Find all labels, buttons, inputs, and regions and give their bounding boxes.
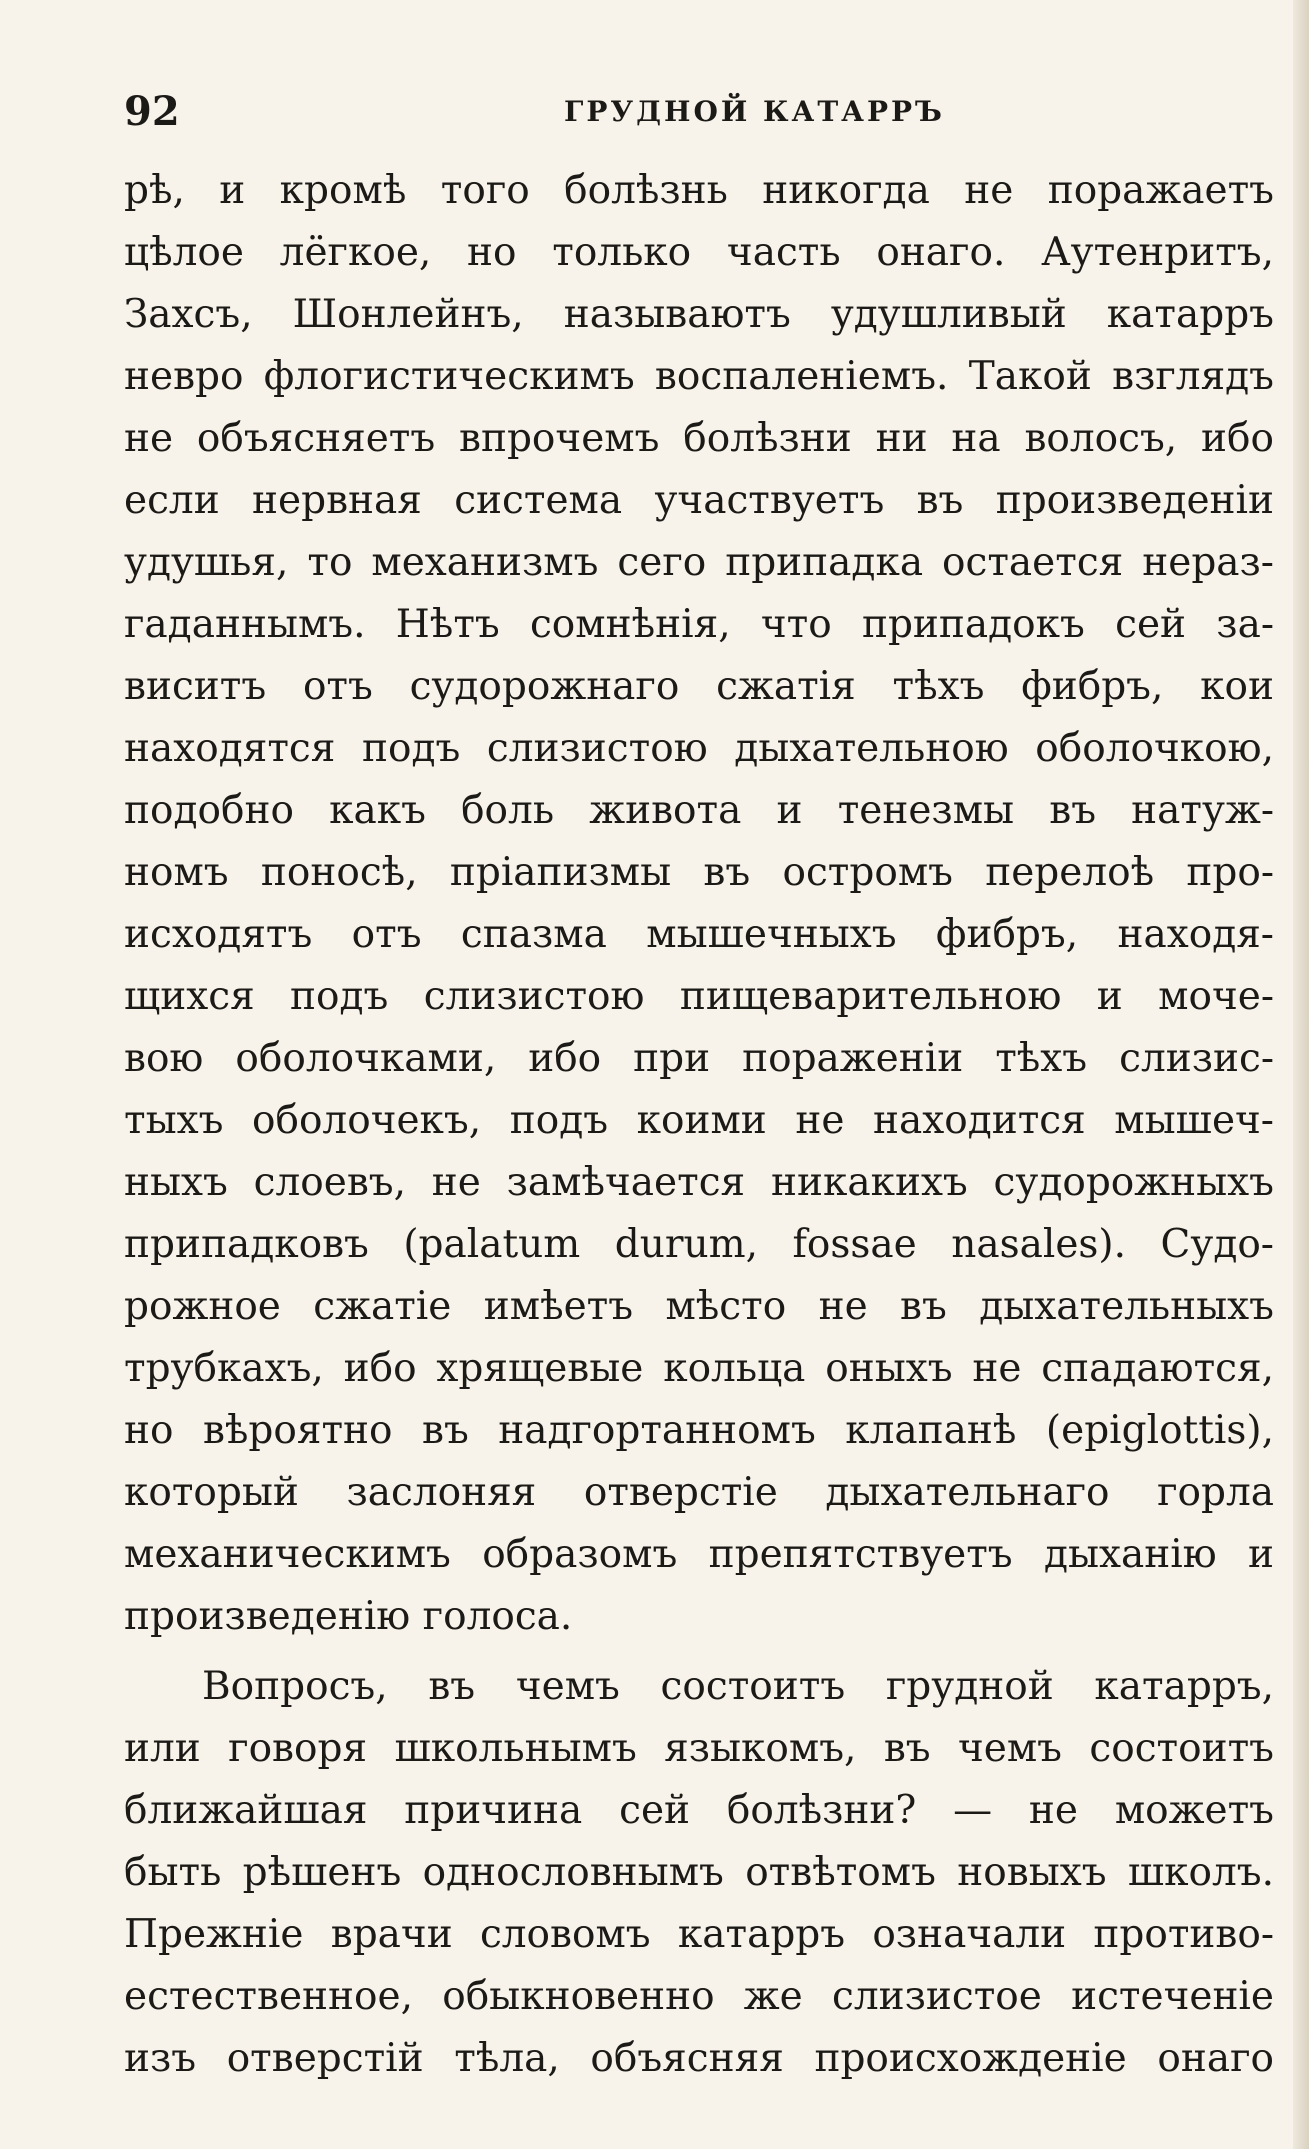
text-line: естественное, обыкновенно же слизистое истеченіе — [124, 1974, 1274, 2019]
text-line: который заслоняя отверстіе дыхательнаго горла — [124, 1470, 1274, 1515]
text-line: произведенію голоса. — [124, 1594, 573, 1639]
text-line: Захсъ, Шонлейнъ, называютъ удушливый катарръ — [124, 292, 1274, 337]
text-line: виситъ отъ судорожнаго сжатія тѣхъ фибръ, кои — [124, 664, 1274, 709]
text-line: номъ поносѣ, пріапизмы въ остромъ перелоѣ про- — [124, 850, 1274, 895]
text-line: ныхъ слоевъ, не замѣчается никакихъ судорожныхъ — [124, 1160, 1274, 1205]
page-number: 92 — [124, 88, 180, 135]
body-text — [124, 160, 1274, 2090]
paragraph-gap — [124, 1648, 1274, 1656]
text-line: трубкахъ, ибо хрящевые кольца оныхъ не спадаются, — [124, 1346, 1274, 1391]
text-line: быть рѣшенъ однословнымъ отвѣтомъ новыхъ школъ. — [124, 1850, 1274, 1895]
text-line: исходятъ отъ спазма мышечныхъ фибръ, находя- — [124, 912, 1274, 957]
text-line: тыхъ оболочекъ, подъ коими не находится мышеч- — [124, 1098, 1274, 1143]
page-edge-shadow — [1293, 0, 1309, 2149]
text-line: невро флогистическимъ воспаленіемъ. Такой взглядъ — [124, 354, 1274, 399]
text-line: Прежніе врачи словомъ катарръ означали противо- — [124, 1912, 1274, 1957]
text-line: припадковъ (palatum durum, fossae nasales). Судо- — [124, 1222, 1274, 1267]
text-line: если нервная система участвуетъ въ произведеніи — [124, 478, 1274, 523]
paragraph-2 — [124, 1656, 1274, 2090]
text-line: механическимъ образомъ препятствуетъ дыханію и — [124, 1532, 1274, 1577]
text-line: Вопросъ, въ чемъ состоитъ грудной катарръ, — [202, 1664, 1274, 1709]
text-line: вою оболочками, ибо при пораженіи тѣхъ слизис- — [124, 1036, 1274, 1081]
text-line: рожное сжатіе имѣетъ мѣсто не въ дыхательныхъ — [124, 1284, 1274, 1329]
text-line: цѣлое лёгкое, но только часть онаго. Аутенритъ, — [124, 230, 1274, 275]
text-line: не объясняетъ впрочемъ болѣзни ни на волосъ, ибо — [124, 416, 1274, 461]
text-line: подобно какъ боль живота и тенезмы въ натуж- — [124, 788, 1274, 833]
text-line: гаданнымъ. Нѣтъ сомнѣнія, что припадокъ сей за- — [124, 602, 1274, 647]
text-line: но вѣроятно въ надгортанномъ клапанѣ (epiglottis), — [124, 1408, 1274, 1453]
paragraph-1 — [124, 160, 1274, 1648]
text-line: удушья, то механизмъ сего припадка остается нераз- — [124, 540, 1274, 585]
text-line: ближайшая причина сей болѣзни? — не можетъ — [124, 1788, 1274, 1833]
text-line: щихся подъ слизистою пищеварительною и моче- — [124, 974, 1274, 1019]
text-line: рѣ, и кромѣ того болѣзнь никогда не поражаетъ — [124, 168, 1274, 213]
running-title: ГРУДНОЙ КАТАРРЪ — [564, 95, 945, 128]
text-line: находятся подъ слизистою дыхательною оболочкою, — [124, 726, 1274, 771]
text-line: изъ отверстій тѣла, объясняя происхожденіе онаго — [124, 2036, 1274, 2081]
text-line: или говоря школьнымъ языкомъ, въ чемъ состоитъ — [124, 1726, 1274, 1771]
running-header — [124, 88, 1274, 135]
